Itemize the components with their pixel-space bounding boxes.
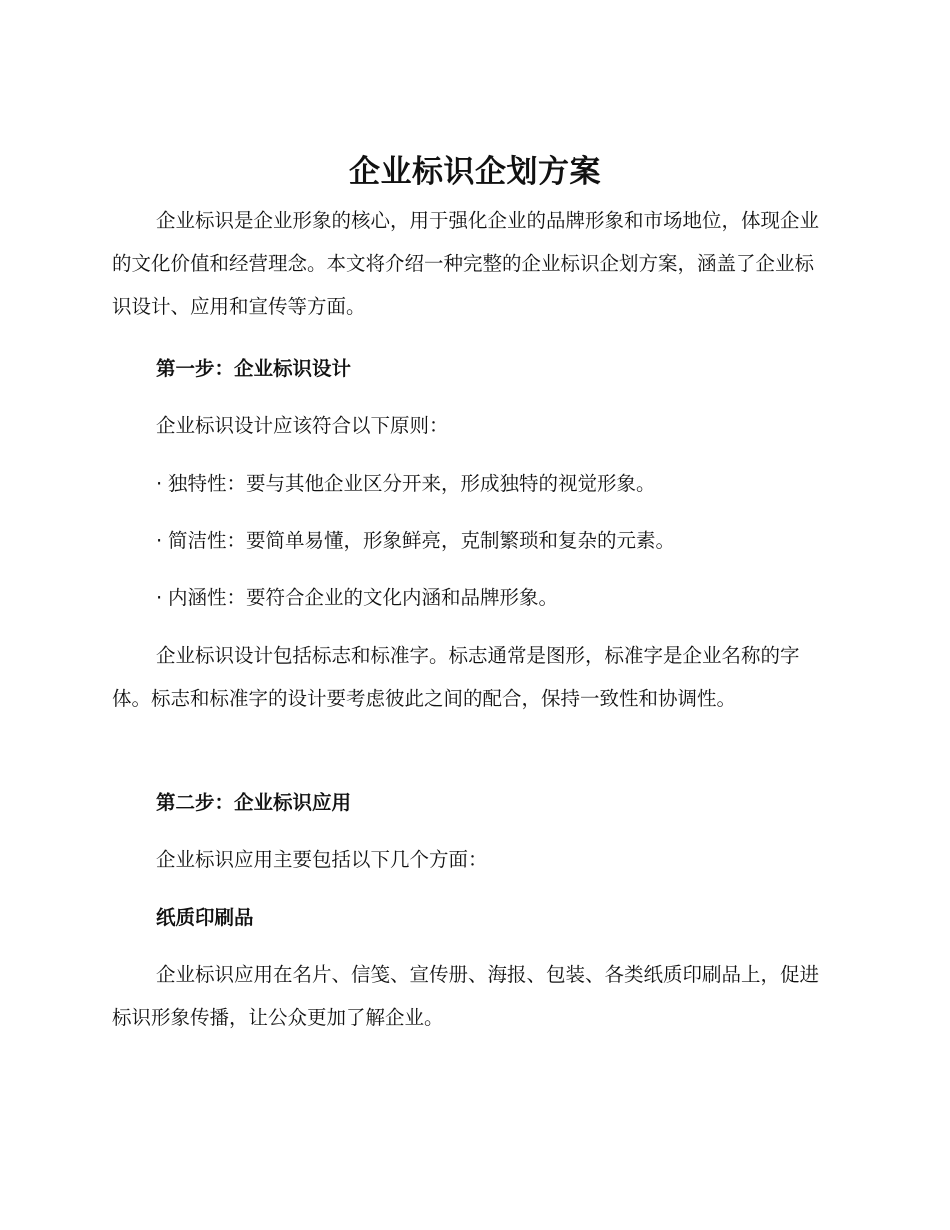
bullet-dot: · — [156, 586, 163, 609]
bullet-item-uniqueness — [156, 469, 836, 499]
bullet-text: 简洁性：要简单易懂，形象鲜亮，克制繁琐和复杂的元素。 — [168, 529, 676, 552]
bullet-dot: · — [156, 472, 163, 495]
step2-subheading: 纸质印刷品 — [156, 906, 254, 929]
bullet-item-simplicity — [156, 526, 836, 556]
step1-lead: 企业标识设计应该符合以下原则： — [156, 414, 449, 437]
bullet-text: 内涵性：要符合企业的文化内涵和品牌形象。 — [168, 586, 559, 609]
step1-heading: 第一步：企业标识设计 — [156, 357, 352, 380]
step1-body-paragraph: 企业标识设计包括标志和标准字。标志通常是图形，标准字是企业名称的字体。标志和标准字的设计要考虑彼此之间的配合，保持一致性和协调性。 — [112, 644, 800, 710]
bullet-dot: · — [156, 529, 163, 552]
intro-paragraph: 企业标识是企业形象的核心，用于强化企业的品牌形象和市场地位，体现企业的文化价值和经营理念。本文将介绍一种完整的企业标识企划方案，涵盖了企业标识设计、应用和宣传等方面。 — [112, 209, 820, 318]
bullet-item-connotation — [156, 583, 836, 613]
step2-body-paragraph: 企业标识应用在名片、信笺、宣传册、海报、包装、各类纸质印刷品上，促进标识形象传播，让公众更加了解企业。 — [112, 963, 820, 1029]
bullet-text: 独特性：要与其他企业区分开来，形成独特的视觉形象。 — [168, 472, 656, 495]
step2-lead: 企业标识应用主要包括以下几个方面： — [156, 848, 488, 871]
step2-heading: 第二步：企业标识应用 — [156, 791, 352, 814]
document-title: 企业标识企划方案 — [349, 154, 601, 190]
